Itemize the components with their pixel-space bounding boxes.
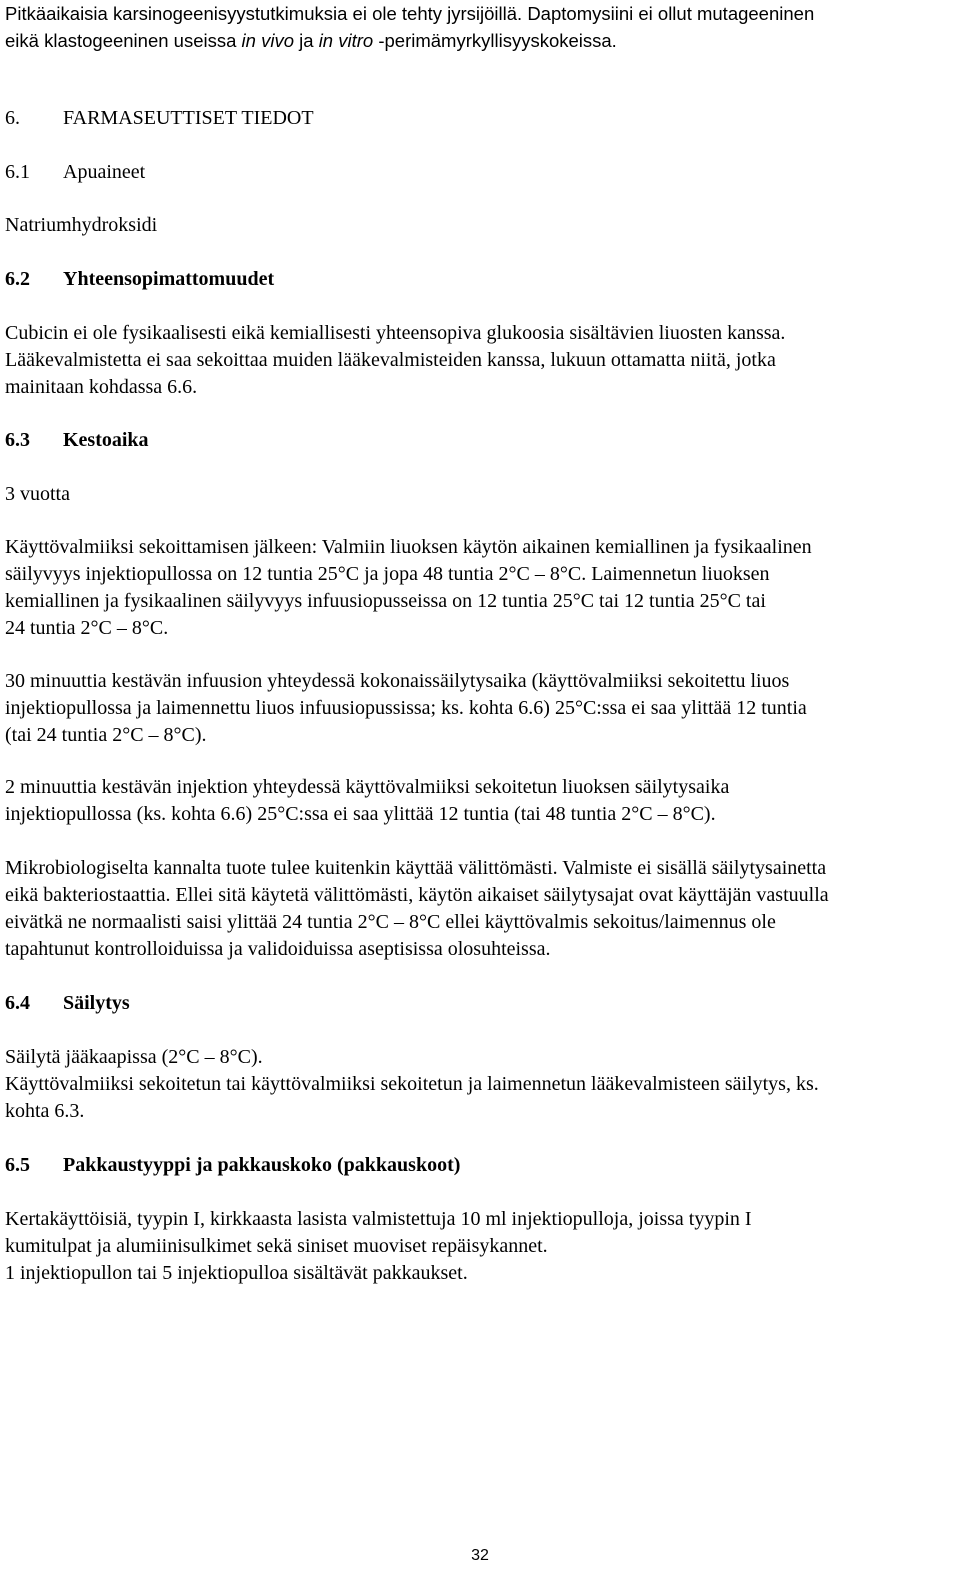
intro-line: eikä klastogeeninen useissa in vivo ja in vitro -perimämyrkyllisyyskokeissa. xyxy=(5,30,617,51)
section-heading-6-1: 6.1 Apuaineet xyxy=(5,161,146,183)
section-heading-6-5: 6.5 Pakkaustyyppi ja pakkauskoko (pakkauskoot) xyxy=(5,1154,461,1176)
infusion-storage-paragraph: 30 minuuttia kestävän infuusion yhteydessä kokonaissäilytysaika (käyttövalmiiksi sekoitettu liuos injektiopullossa ja laimennettu liuos infuusiopussissa; ks. kohta 6.6) 25°C:ssa ei saa ylittää 12 tuntia (tai 24 tuntia 2°C – 8°C). xyxy=(5,670,807,746)
shelf-life-paragraph: Käyttövalmiiksi sekoittamisen jälkeen: Valmiin liuoksen käytön aikainen kemiallinen ja fysikaalinen säilyvyys injektiopullossa on 12 tuntia 25°C ja jopa 48 tuntia 2°C – 8°C. Laimennetun liuoksen kemiallinen ja fysikaalinen säilyvyys infuusiopusseissa on 12 tuntia 25°C tai 12 tuntia 25°C tai 24 tuntia 2°C – 8°C. xyxy=(5,536,812,639)
section-heading-6-3: 6.3 Kestoaika xyxy=(5,429,149,451)
excipients-text: Natriumhydroksidi xyxy=(5,214,158,236)
incompatibilities-paragraph: Cubicin ei ole fysikaalisesti eikä kemiallisesti yhteensopiva glukoosia sisältävien liuosten kanssa. Lääkevalmistetta ei saa sekoittaa muiden lääkevalmisteiden kanssa, lukuun ottamatta niitä, jotka mainitaan kohdassa 6.6. xyxy=(5,322,786,398)
intro-paragraph xyxy=(5,0,950,54)
section-heading-6: 6. FARMASEUTTISET TIEDOT xyxy=(5,107,314,129)
section-heading-6-2: 6.2 Yhteensopimattomuudet xyxy=(5,268,275,290)
packaging-paragraph: Kertakäyttöisiä, tyypin I, kirkkaasta lasista valmistettuja 10 ml injektiopulloja, joissa tyypin I kumitulpat ja alumiinisulkimet sekä siniset muoviset repäisykannet. 1 injektiopullon tai 5 injektiopulloa sisältävät pakkaukset. xyxy=(5,1208,752,1284)
page-number: 32 xyxy=(471,1547,489,1564)
section-heading-6-4: 6.4 Säilytys xyxy=(5,992,130,1014)
microbiology-paragraph: Mikrobiologiselta kannalta tuote tulee kuitenkin käyttää välittömästi. Valmiste ei sisällä säilytysainetta eikä bakteriostaattia. Ellei sitä käytetä välittömästi, käytön aikaiset säilytysajat ovat käyttäjän vastuulla eivätkä ne normaalisti saisi ylittää 24 tuntia 2°C – 8°C ellei käyttövalmis sekoitus/laimennus ole tapahtunut kontrolloiduissa ja validoiduissa aseptisissa olosuhteissa. xyxy=(5,857,829,960)
shelf-life-text: 3 vuotta xyxy=(5,483,70,505)
injection-storage-paragraph: 2 minuuttia kestävän injektion yhteydessä käyttövalmiiksi sekoitetun liuoksen säilytysaika injektiopullossa (ks. kohta 6.6) 25°C:ssa ei saa ylittää 12 tuntia (tai 48 tuntia 2°C – 8°C). xyxy=(5,776,730,825)
storage-paragraph: Säilytä jääkaapissa (2°C – 8°C). Käyttövalmiiksi sekoitetun tai käyttövalmiiksi sekoitetun ja laimennetun lääkevalmisteen säilytys, ks. kohta 6.3. xyxy=(5,1046,819,1122)
intro-line: Pitkäaikaisia karsinogeenisyystutkimuksia ei ole tehty jyrsijöillä. Daptomysiini ei ollut mutageeninen xyxy=(5,3,815,24)
